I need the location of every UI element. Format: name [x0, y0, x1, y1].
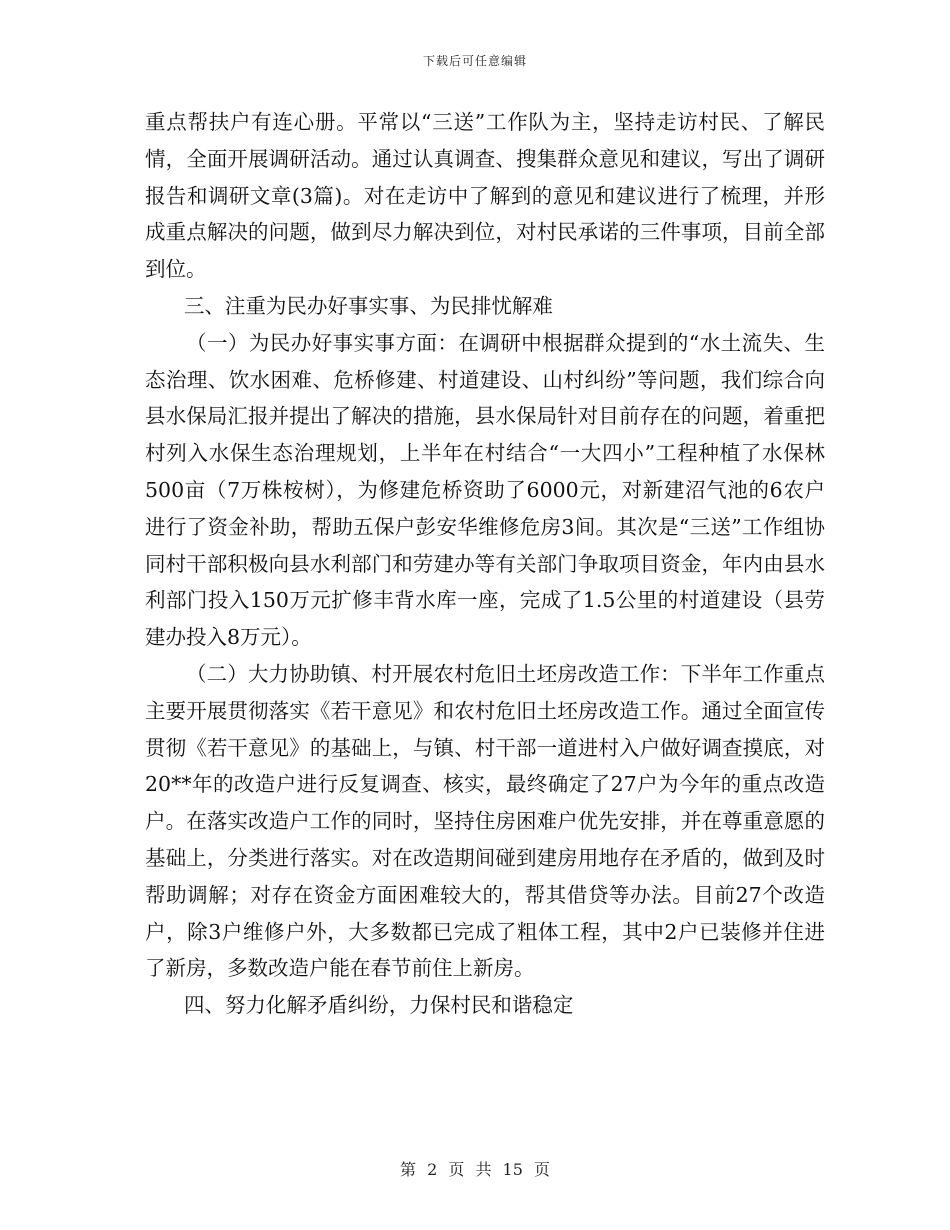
page-header: 下载后可任意编辑	[422, 54, 527, 68]
section-heading-3: 三、注重为民办好事实事、为民排忧解难	[183, 293, 553, 318]
paragraph-subsection-1: （一）为民办好事实事方面：在调研中根据群众提到的“水土流失、生态治理、饮水困难、危桥修建、村道建设、山村纠纷”等问题，我们综合向县水保局汇报并提出了解决的措施，县水保局针对目前存在的问题，着重把村列入水保生态治理规划，上半年在村结合“一大四小”工程种植了水保林500亩（7万株桉树），为修建危桥资助了6000元，对新建沼气池的6农户进行了资金补助，帮助五保户彭安华维修危房3间。其次是“三送”工作组协同村干部积极向县水利部门和劳建办等有关部门争取项目资金，年内由县水利部门投入150万元扩修丰背水库一座，完成了1.5公里的村道建设（县劳建办投入8万元）。	[145, 330, 825, 650]
document-body	[145, 104, 825, 1024]
paragraph-continued: 重点帮扶户有连心册。平常以“三送”工作队为主，坚持走访村民、了解民情，全面开展调研活动。通过认真调查、搜集群众意见和建议，写出了调研报告和调研文章(3篇)。对在走访中了解到的意见和建议进行了梳理，并形成重点解决的问题，做到尽力解决到位，对村民承诺的三件事项，目前全部到位。	[145, 110, 825, 282]
page-number-footer: 第 2 页 共 15 页	[400, 1160, 550, 1179]
section-heading-4: 四、努力化解矛盾纠纷，力保村民和谐稳定	[183, 993, 574, 1018]
paragraph-subsection-2: （二）大力协助镇、村开展农村危旧土坯房改造工作：下半年工作重点主要开展贯彻落实《若干意见》和农村危旧土坯房改造工作。通过全面宣传贯彻《若干意见》的基础上，与镇、村干部一道进村入户做好调查摸底，对20**年的改造户进行反复调查、核实，最终确定了27户为今年的重点改造户。在落实改造户工作的同时，坚持住房困难户优先安排，并在尊重意愿的基础上，分类进行落实。对在改造期间碰到建房用地存在矛盾的，做到及时帮助调解；对存在资金方面困难较大的，帮其借贷等办法。目前27个改造户，除3户维修户外，大多数都已完成了粗体工程，其中2户已装修并住进了新房，多数改造户能在春节前住上新房。	[145, 661, 825, 981]
